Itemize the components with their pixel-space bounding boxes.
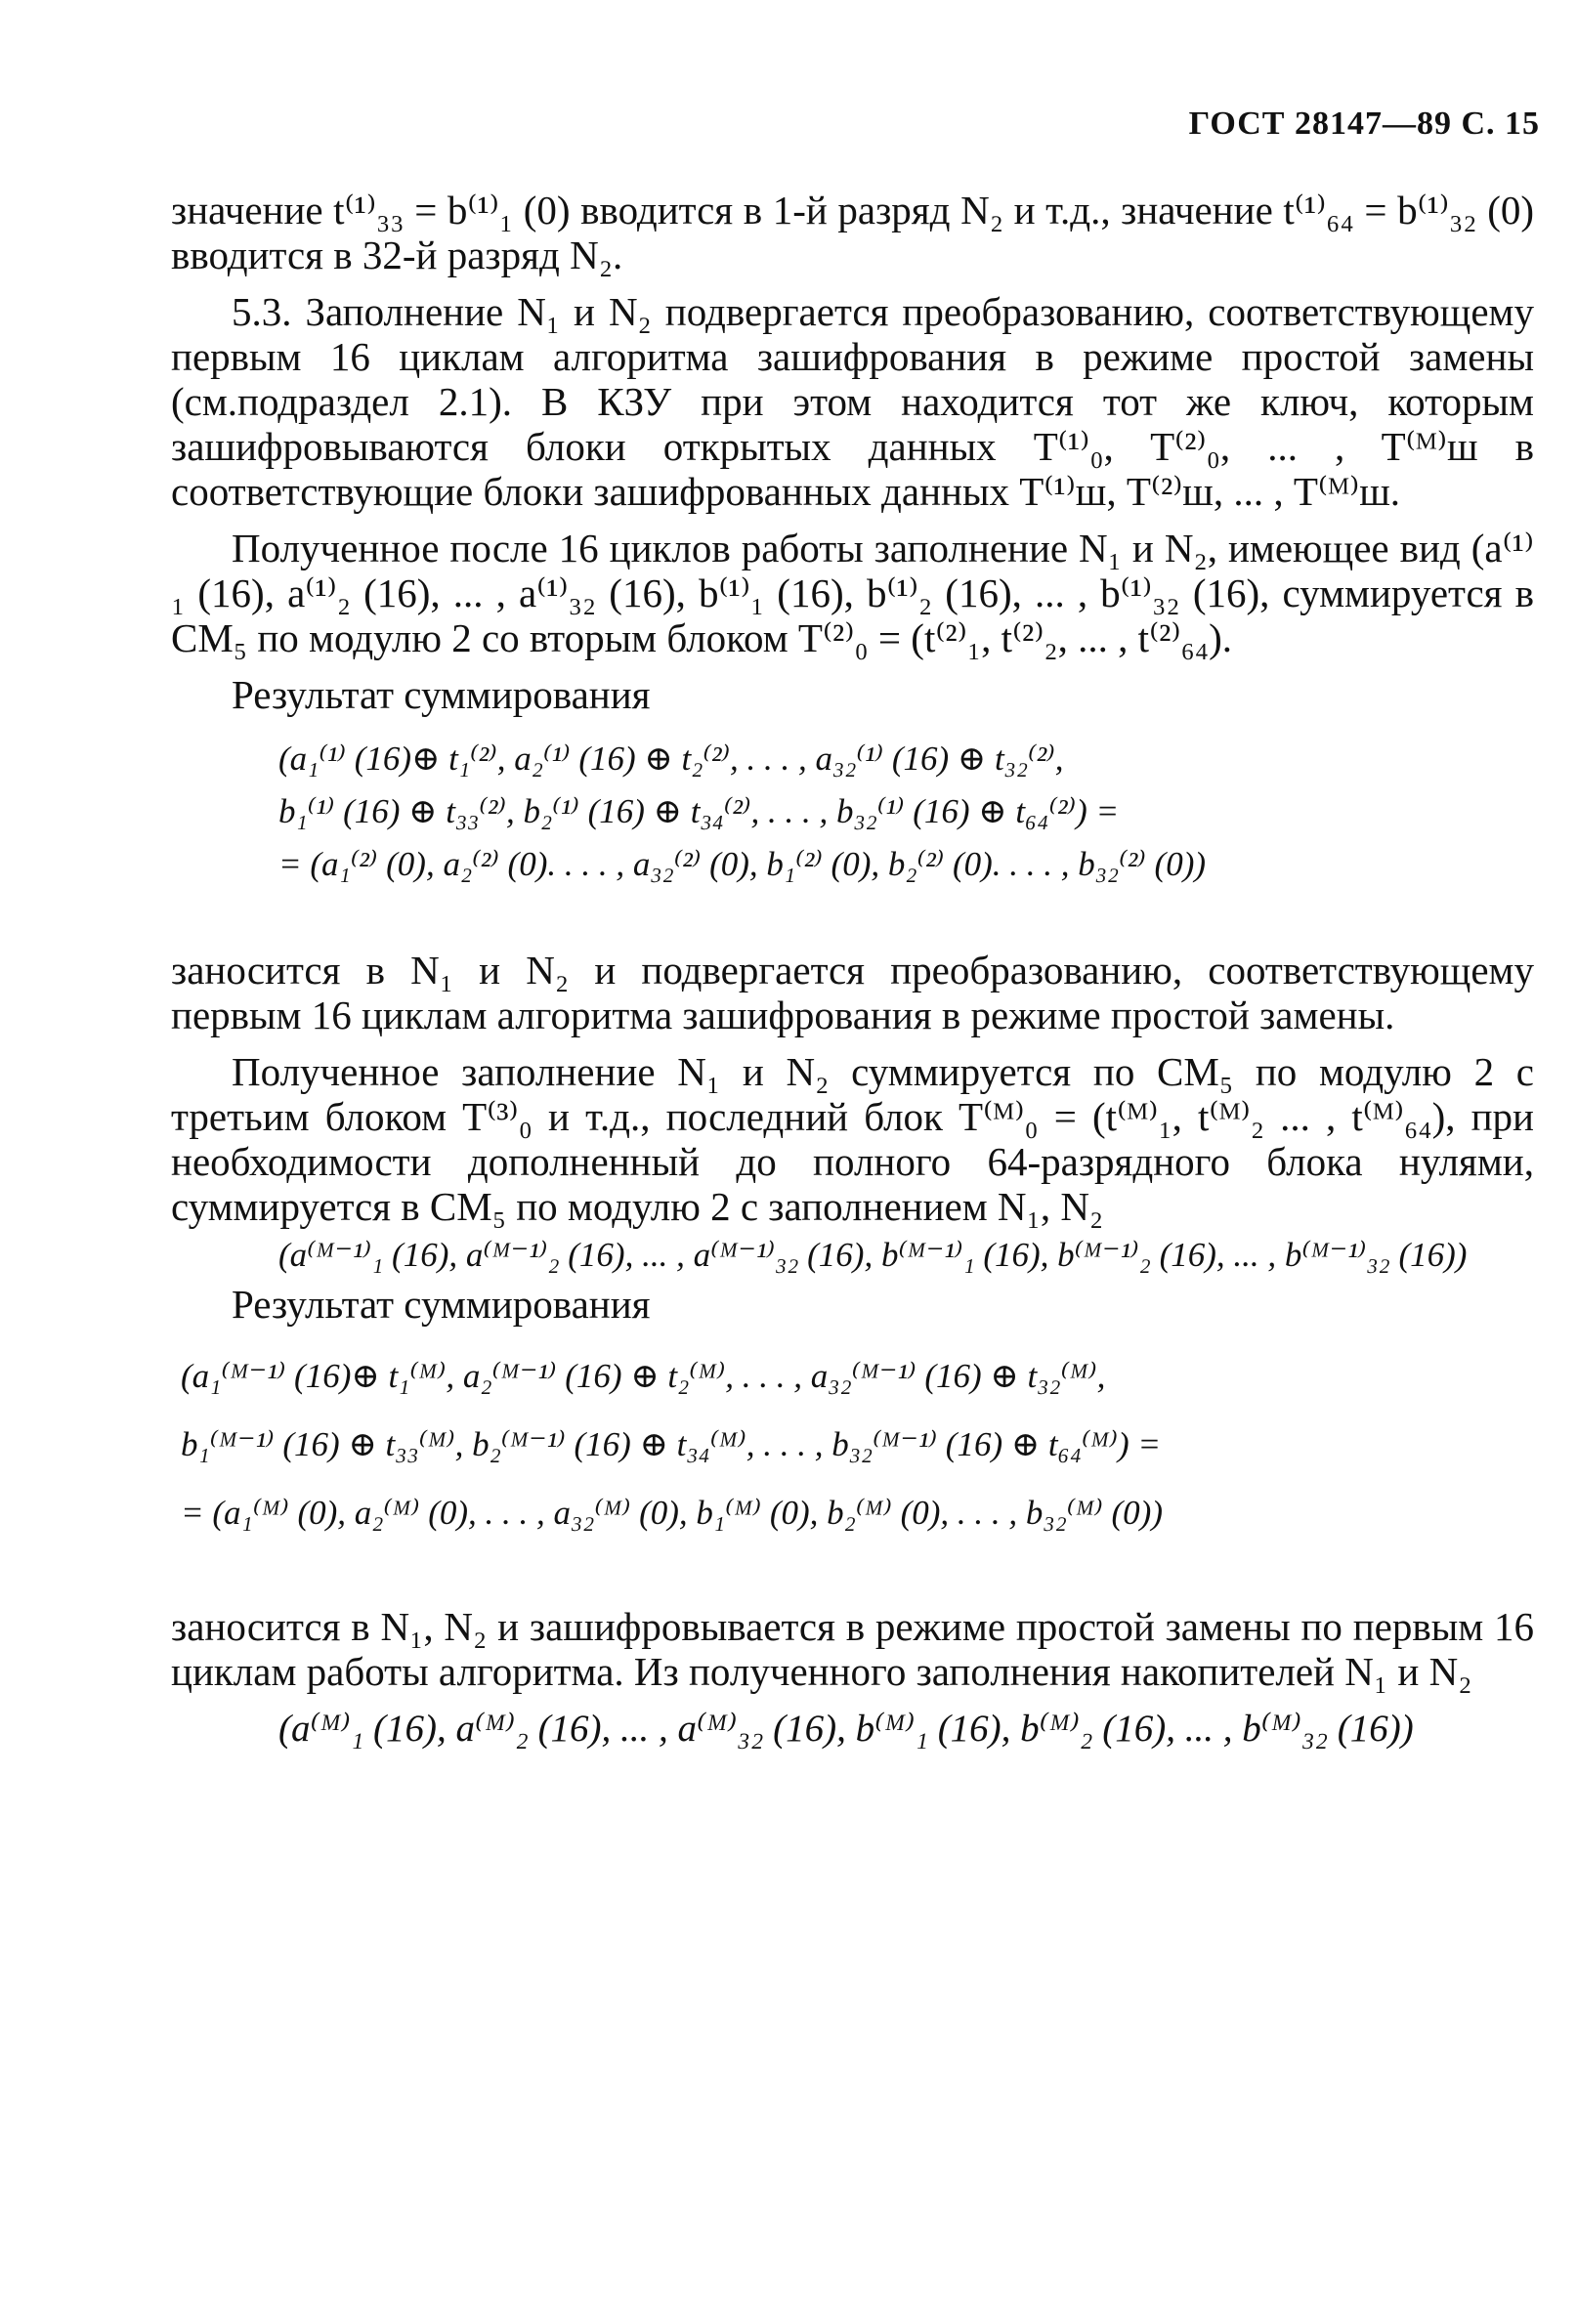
paragraph-5-3: 5.3. Заполнение N₁ и N₂ подвергается преобразованию, соответствующему первым 16 циклам алгоритма зашифрования в режиме простой замены (см.подраздел 2.1). В КЗУ при этом находится тот же ключ, которым зашифровываются блоки открытых данных T⁽¹⁾₀, T⁽²⁾₀, ... , T⁽ᴹ⁾ш в соответствующие блоки зашифрованных данных T⁽¹⁾ш, T⁽²⁾ш, ... , T⁽ᴹ⁾ш. (171, 289, 1534, 514)
formula-sum-line-1: (a₁⁽¹⁾ (16)⊕ t₁⁽²⁾, a₂⁽¹⁾ (16) ⊕ t₂⁽²⁾, . . . , a₃₂⁽¹⁾ (16) ⊕ t₃₂⁽²⁾, (278, 739, 1064, 778)
result-label-1: Результат суммирования (232, 672, 651, 717)
formula-sum-m-line-3: = (a₁⁽ᴹ⁾ (0), a₂⁽ᴹ⁾ (0), . . . , a₃₂⁽ᴹ⁾ (0), b₁⁽ᴹ⁾ (0), b₂⁽ᴹ⁾ (0), . . . , b₃₂⁽ᴹ⁾ (0)) (181, 1494, 1163, 1532)
formula-sum-m-line-1: (a₁⁽ᴹ⁻¹⁾ (16)⊕ t₁⁽ᴹ⁾, a₂⁽ᴹ⁻¹⁾ (16) ⊕ t₂⁽ᴹ⁾, . . . , a₃₂⁽ᴹ⁻¹⁾ (16) ⊕ t₃₂⁽ᴹ⁾, (181, 1357, 1106, 1395)
formula-fill-m-1: (a⁽ᴹ⁻¹⁾₁ (16), a⁽ᴹ⁻¹⁾₂ (16), ... , a⁽ᴹ⁻¹⁾₃₂ (16), b⁽ᴹ⁻¹⁾₁ (16), b⁽ᴹ⁻¹⁾₂ (16), ... , b⁽ᴹ⁻¹⁾₃₂ (16)) (278, 1236, 1468, 1274)
paragraph-resulting-fill: Полученное заполнение N₁ и N₂ суммируется по CM₅ по модулю 2 с третьим блоком T⁽³⁾₀ и т.д., последний блок T⁽ᴹ⁾₀ = (t⁽ᴹ⁾₁, t⁽ᴹ⁾₂ ... , t⁽ᴹ⁾₆₄), при необходимости дополненный до полного 64-разрядного блока нулями, суммируется в CM₅ по модулю 2 с заполнением N₁, N₂ (171, 1049, 1534, 1229)
paragraph-after-16-cycles: Полученное после 16 циклов работы заполнение N₁ и N₂, имеющее вид (a⁽¹⁾₁ (16), a⁽¹⁾₂ (16), ... , a⁽¹⁾₃₂ (16), b⁽¹⁾₁ (16), b⁽¹⁾₂ (16), ... , b⁽¹⁾₃₂ (16), суммируется в CM₅ по модулю 2 со вторым блоком T⁽²⁾₀ = (t⁽²⁾₁, t⁽²⁾₂, ... , t⁽²⁾₆₄). (171, 526, 1534, 660)
formula-sum-m-line-2: b₁⁽ᴹ⁻¹⁾ (16) ⊕ t₃₃⁽ᴹ⁾, b₂⁽ᴹ⁻¹⁾ (16) ⊕ t₃₄⁽ᴹ⁾, . . . , b₃₂⁽ᴹ⁻¹⁾ (16) ⊕ t₆₄⁽ᴹ⁾) = (181, 1425, 1162, 1463)
page-header: ГОСТ 28147—89 С. 15 (1188, 106, 1540, 142)
paragraph-value-assignment: значение t⁽¹⁾₃₃ = b⁽¹⁾₁ (0) вводится в 1-й разряд N₂ и т.д., значение t⁽¹⁾₆₄ = b⁽¹⁾₃₂ (0) вводится в 32-й разряд N₂. (171, 188, 1534, 277)
formula-sum-line-2: b₁⁽¹⁾ (16) ⊕ t₃₃⁽²⁾, b₂⁽¹⁾ (16) ⊕ t₃₄⁽²⁾, . . . , b₃₂⁽¹⁾ (16) ⊕ t₆₄⁽²⁾) = (278, 792, 1120, 830)
result-label-2: Результат суммирования (232, 1282, 651, 1327)
paragraph-stored-in-n1-n2: заносится в N₁ и N₂ и подвергается преобразованию, соответствующему первым 16 циклам алгоритма зашифрования в режиме простой замены. (171, 948, 1534, 1037)
formula-final-fill: (a⁽ᴹ⁾₁ (16), a⁽ᴹ⁾₂ (16), ... , a⁽ᴹ⁾₃₂ (16), b⁽ᴹ⁾₁ (16), b⁽ᴹ⁾₂ (16), ... , b⁽ᴹ⁾₃₂ (16)) (278, 1708, 1414, 1750)
paragraph-encrypted-simple-substitution: заносится в N₁, N₂ и зашифровывается в режиме простой замены по первым 16 циклам работы алгоритма. Из полученного заполнения накопителей N₁ и N₂ (171, 1604, 1534, 1694)
document-body (171, 188, 1534, 1749)
formula-sum-line-3: = (a₁⁽²⁾ (0), a₂⁽²⁾ (0). . . . , a₃₂⁽²⁾ (0), b₁⁽²⁾ (0), b₂⁽²⁾ (0). . . . , b₃₂⁽²⁾ (0)) (278, 845, 1206, 883)
